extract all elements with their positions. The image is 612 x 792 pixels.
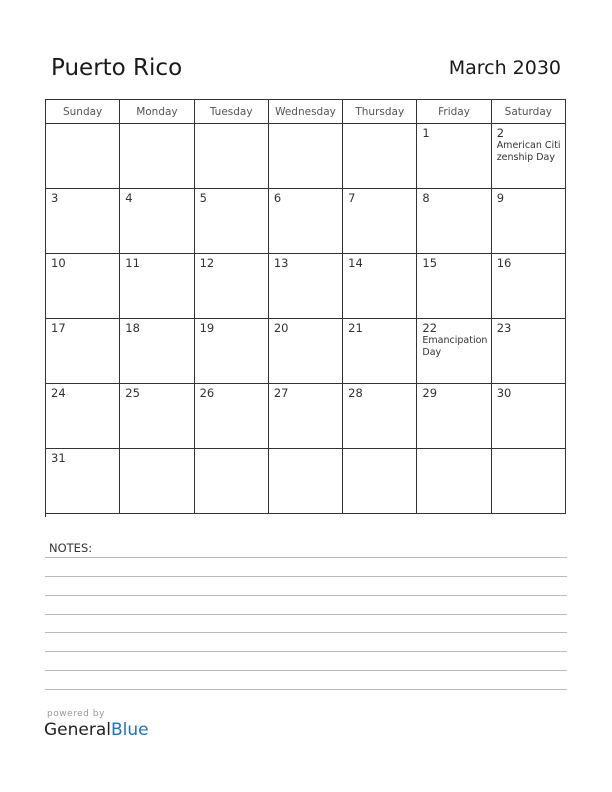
calendar-week-row <box>46 449 566 514</box>
calendar-weeks <box>46 124 566 514</box>
day-number: 10 <box>51 256 66 270</box>
day-number: 27 <box>273 386 289 400</box>
day-cell <box>343 449 417 514</box>
day-cell <box>46 254 120 319</box>
day-number: 22 <box>422 321 438 335</box>
day-number: 21 <box>348 321 363 335</box>
day-number: 14 <box>348 256 363 270</box>
day-number: 30 <box>496 386 512 400</box>
notes-line <box>45 557 567 558</box>
calendar-week-row <box>46 124 566 189</box>
day-number: 7 <box>348 191 356 205</box>
day-number: 23 <box>496 321 512 335</box>
day-number: 13 <box>273 256 289 270</box>
weekday-header-row <box>46 100 566 124</box>
day-number: 15 <box>422 256 438 270</box>
day-cell <box>343 254 417 319</box>
day-number: 29 <box>422 386 438 400</box>
day-cell <box>417 384 491 449</box>
powered-by-text: powered by <box>47 709 105 719</box>
day-number: 2 <box>496 126 505 140</box>
notes-line <box>45 576 567 577</box>
day-cell <box>269 449 343 514</box>
day-cell <box>46 189 120 254</box>
day-cell <box>46 319 120 384</box>
day-cell <box>120 384 194 449</box>
brand-general-text: General <box>44 720 111 740</box>
calendar-week-row <box>46 319 566 384</box>
day-number: 17 <box>51 321 66 335</box>
day-number: 6 <box>273 191 282 205</box>
notes-line <box>45 651 567 652</box>
day-cell <box>343 189 417 254</box>
day-number: 31 <box>51 451 66 465</box>
day-cell <box>195 189 269 254</box>
day-cell <box>492 449 566 514</box>
day-cell <box>417 124 491 189</box>
day-number: 25 <box>125 386 140 400</box>
day-cell <box>46 384 120 449</box>
day-number: 20 <box>273 321 289 335</box>
day-number: 12 <box>199 256 215 270</box>
day-number: 8 <box>422 191 430 205</box>
day-number: 19 <box>199 321 215 335</box>
day-cell <box>492 124 566 189</box>
day-cell <box>343 384 417 449</box>
day-number: 4 <box>125 191 133 205</box>
day-cell <box>195 124 269 189</box>
day-cell <box>269 124 343 189</box>
notes-line <box>45 614 567 615</box>
holiday-label: American Citizenship Day <box>496 140 561 163</box>
day-cell <box>195 254 269 319</box>
day-number: 11 <box>125 256 140 270</box>
day-cell <box>492 189 566 254</box>
day-cell <box>46 124 120 189</box>
day-cell <box>417 319 491 384</box>
calendar-week-row <box>46 254 566 319</box>
brand-blue-text: Blue <box>111 720 149 740</box>
day-cell <box>120 189 194 254</box>
weekday-monday: Monday <box>120 100 194 124</box>
day-number: 26 <box>199 386 215 400</box>
day-cell <box>492 319 566 384</box>
day-cell <box>492 384 566 449</box>
day-cell <box>269 319 343 384</box>
calendar-grid <box>45 99 566 517</box>
notes-line <box>45 670 567 671</box>
day-number: 9 <box>496 191 505 205</box>
day-number: 18 <box>125 321 140 335</box>
calendar-week-row <box>46 384 566 449</box>
day-number: 3 <box>51 191 59 205</box>
day-number: 24 <box>51 386 66 400</box>
day-number: 16 <box>496 256 512 270</box>
day-cell <box>417 254 491 319</box>
day-cell <box>195 384 269 449</box>
holiday-label: Emancipation Day <box>422 335 488 358</box>
day-cell <box>417 189 491 254</box>
day-cell <box>120 449 194 514</box>
day-number: 5 <box>199 191 207 205</box>
day-cell <box>120 124 194 189</box>
notes-line <box>45 595 567 596</box>
notes-line <box>45 689 567 690</box>
notes-label: NOTES: <box>49 541 93 555</box>
day-cell <box>46 449 120 514</box>
notes-line <box>45 632 567 633</box>
day-cell <box>492 254 566 319</box>
day-cell <box>120 319 194 384</box>
generalblue-logo[interactable] <box>44 720 149 740</box>
calendar-country-title: Puerto Rico <box>51 55 183 81</box>
day-number: 1 <box>422 126 430 140</box>
day-cell <box>343 319 417 384</box>
calendar-month-title: March 2030 <box>448 57 561 79</box>
calendar-week-row <box>46 189 566 254</box>
day-cell <box>195 319 269 384</box>
day-cell <box>120 254 194 319</box>
day-cell <box>269 189 343 254</box>
weekday-wednesday: Wednesday <box>269 100 343 124</box>
day-cell <box>417 449 491 514</box>
day-number: 28 <box>348 386 363 400</box>
weekday-saturday: Saturday <box>492 100 566 124</box>
day-cell <box>269 254 343 319</box>
weekday-sunday: Sunday <box>46 100 120 124</box>
weekday-thursday: Thursday <box>343 100 417 124</box>
day-cell <box>269 384 343 449</box>
day-cell <box>343 124 417 189</box>
day-cell <box>195 449 269 514</box>
weekday-tuesday: Tuesday <box>195 100 269 124</box>
weekday-friday: Friday <box>417 100 491 124</box>
